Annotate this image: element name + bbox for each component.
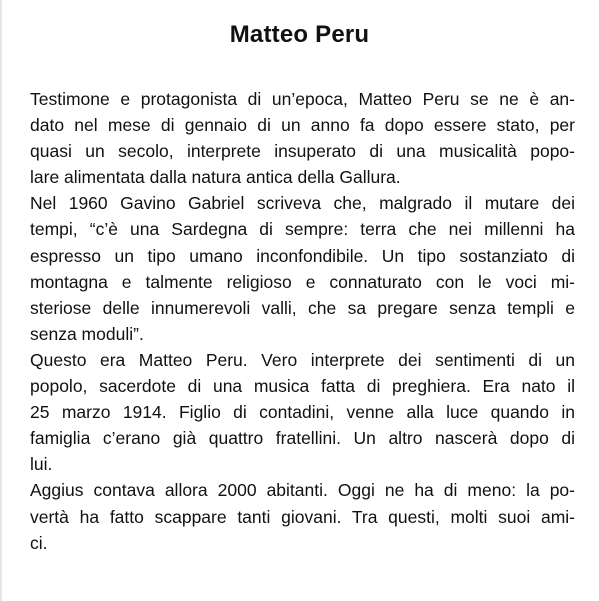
body-line: Aggius contava allora 2000 abitanti. Oggi ne ha di meno: la po- [30, 480, 575, 501]
body-line: dato nel mese di gennaio di un anno fa dopo essere stato, per [30, 115, 575, 136]
body-line: montagna e talmente religioso e connaturato con le voci mi- [30, 271, 575, 292]
body-line: ci. [30, 532, 48, 553]
body-line: Questo era Matteo Peru. Vero interprete dei sentimenti di un [30, 349, 575, 370]
body-line: senza moduli”. [30, 323, 144, 344]
body-line: popolo, sacerdote di una musica fatta di preghiera. Era nato il [30, 376, 575, 397]
body-line: lui. [30, 454, 53, 475]
body-line: tempi, “c’è una Sardegna di sempre: terra che nei millenni ha [30, 219, 575, 240]
body-line: lare alimentata dalla natura antica della Gallura. [30, 167, 401, 188]
body-line: Testimone e protagonista di un’epoca, Matteo Peru se ne è an- [30, 89, 575, 109]
page-title: Matteo Peru [229, 21, 370, 48]
body-line: vertà ha fatto scappare tanti giovani. Tra questi, molti suoi ami- [30, 506, 575, 527]
body-line: 25 marzo 1914. Figlio di contadini, venne alla luce quando in [30, 402, 575, 423]
body-line: quasi un secolo, interprete insuperato di una musicalità popo- [30, 141, 575, 162]
page-edge [0, 0, 2, 601]
article-body [30, 86, 575, 556]
body-line: steriose delle innumerevoli valli, che sa pregare senza templi e [30, 297, 575, 318]
body-line: espresso un tipo umano inconfondibile. Un tipo sostanziato di [30, 245, 575, 266]
body-line: Nel 1960 Gavino Gabriel scriveva che, malgrado il mutare dei [30, 193, 575, 214]
body-line: famiglia c’erano già quattro fratellini. Un altro nascerà dopo di [30, 428, 575, 449]
